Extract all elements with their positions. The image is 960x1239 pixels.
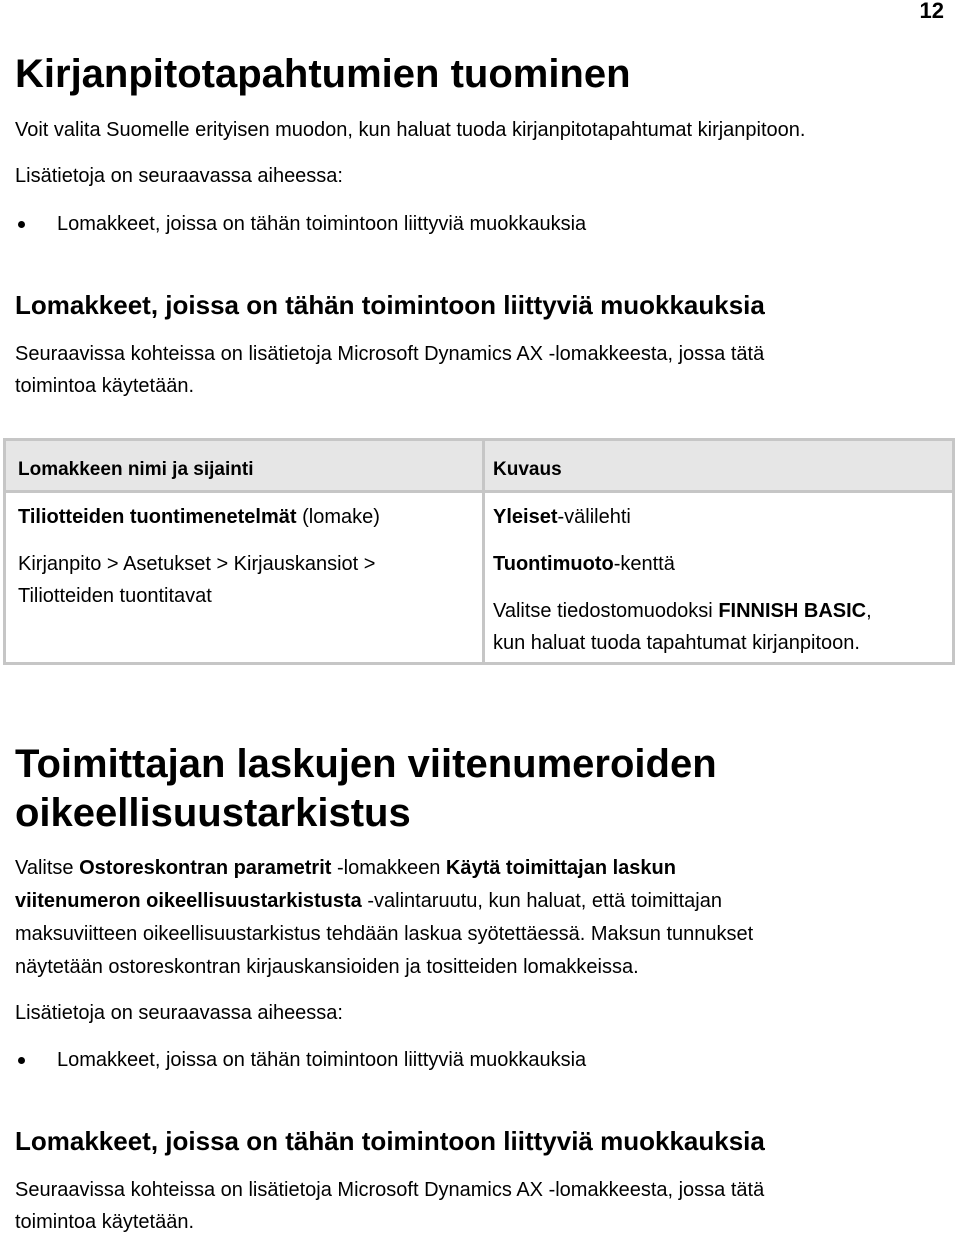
text-span: Valitse <box>15 857 80 879</box>
checkbox-name-bold: viitenumeron oikeellisuustarkistusta <box>15 890 362 912</box>
text-span: -valintaruutu, kun haluat, että toimittajan <box>361 890 722 912</box>
section-title-validation-line2: oikeellisuustarkistus <box>15 791 411 835</box>
related-topic-link[interactable]: Lomakkeet, joissa on tähän toimintoon liittyviä muokkauksia <box>57 213 587 235</box>
table-column-divider <box>482 441 485 662</box>
more-info-label-2: Lisätietoja on seuraavassa aiheessa: <box>15 1002 343 1024</box>
form-name-bold: Ostoreskontran parametrit <box>79 857 332 879</box>
related-topic-link-2[interactable]: Lomakkeet, joissa on tähän toimintoon liittyviä muokkauksia <box>57 1049 587 1071</box>
table-cell-path-line2: Tiliotteiden tuontitavat <box>18 585 212 607</box>
page-number: 12 <box>919 0 944 23</box>
validation-text-line2 <box>15 885 935 918</box>
subsection-title-forms-2: Lomakkeet, joissa on tähän toimintoon liittyviä muokkauksia <box>15 1126 765 1156</box>
table-header-form-name: Lomakkeen nimi ja sijainti <box>18 459 254 480</box>
field-name-bold: Tuontimuoto <box>493 553 614 575</box>
table-header-description: Kuvaus <box>493 459 562 480</box>
form-name-suffix: (lomake) <box>296 506 380 528</box>
section-title-validation-line1: Toimittajan laskujen viitenumeroiden <box>15 742 717 786</box>
subsection-title-forms: Lomakkeet, joissa on tähän toimintoon liittyviä muokkauksia <box>15 290 765 320</box>
field-name-suffix: -kenttä <box>613 553 675 575</box>
forms-desc-2-line1: Seuraavissa kohteissa on lisätietoja Microsoft Dynamics AX -lomakkeesta, jossa tätä <box>15 1179 765 1201</box>
table-cell-desc-line1 <box>493 595 872 628</box>
form-name-bold: Tiliotteiden tuontimenetelmät <box>18 506 297 528</box>
table-cell-tab <box>493 501 631 534</box>
tab-name-suffix: -välilehti <box>557 506 631 528</box>
bullet-icon <box>18 221 25 228</box>
desc-suffix: , <box>866 600 872 622</box>
table-cell-desc-line2: kun haluat tuoda tapahtumat kirjanpitoon. <box>493 632 860 654</box>
related-topic-item-2 <box>15 1044 586 1077</box>
related-topic-item <box>15 208 586 241</box>
validation-text-line4: näytetään ostoreskontran kirjauskansioiden ja tositteiden lomakkeissa. <box>15 956 639 978</box>
section-title-import: Kirjanpitotapahtumien tuominen <box>15 52 631 96</box>
table-cell-field <box>493 548 675 581</box>
more-info-label: Lisätietoja on seuraavassa aiheessa: <box>15 165 343 187</box>
intro-text: Voit valita Suomelle erityisen muodon, kun haluat tuoda kirjanpitotapahtumat kirjanpitoon. <box>15 119 806 141</box>
desc-format-bold: FINNISH BASIC <box>718 600 867 622</box>
validation-text-line1 <box>15 852 935 885</box>
desc-prefix: Valitse tiedostomuodoksi <box>493 600 719 622</box>
bullet-icon <box>18 1057 25 1064</box>
forms-desc-2-line2: toimintoa käytetään. <box>15 1211 194 1233</box>
forms-desc-line2: toimintoa käytetään. <box>15 375 194 397</box>
table-cell-form-name <box>18 501 380 534</box>
text-span: -lomakkeen <box>331 857 446 879</box>
tab-name-bold: Yleiset <box>493 506 558 528</box>
forms-table <box>3 438 955 665</box>
forms-desc-line1: Seuraavissa kohteissa on lisätietoja Microsoft Dynamics AX -lomakkeesta, jossa tätä <box>15 343 765 365</box>
validation-text-line3: maksuviitteen oikeellisuustarkistus tehdään laskua syötettäessä. Maksun tunnukset <box>15 923 754 945</box>
table-cell-path-line1: Kirjanpito > Asetukset > Kirjauskansiot > <box>18 553 376 575</box>
checkbox-name-bold: Käytä toimittajan laskun <box>445 857 676 879</box>
